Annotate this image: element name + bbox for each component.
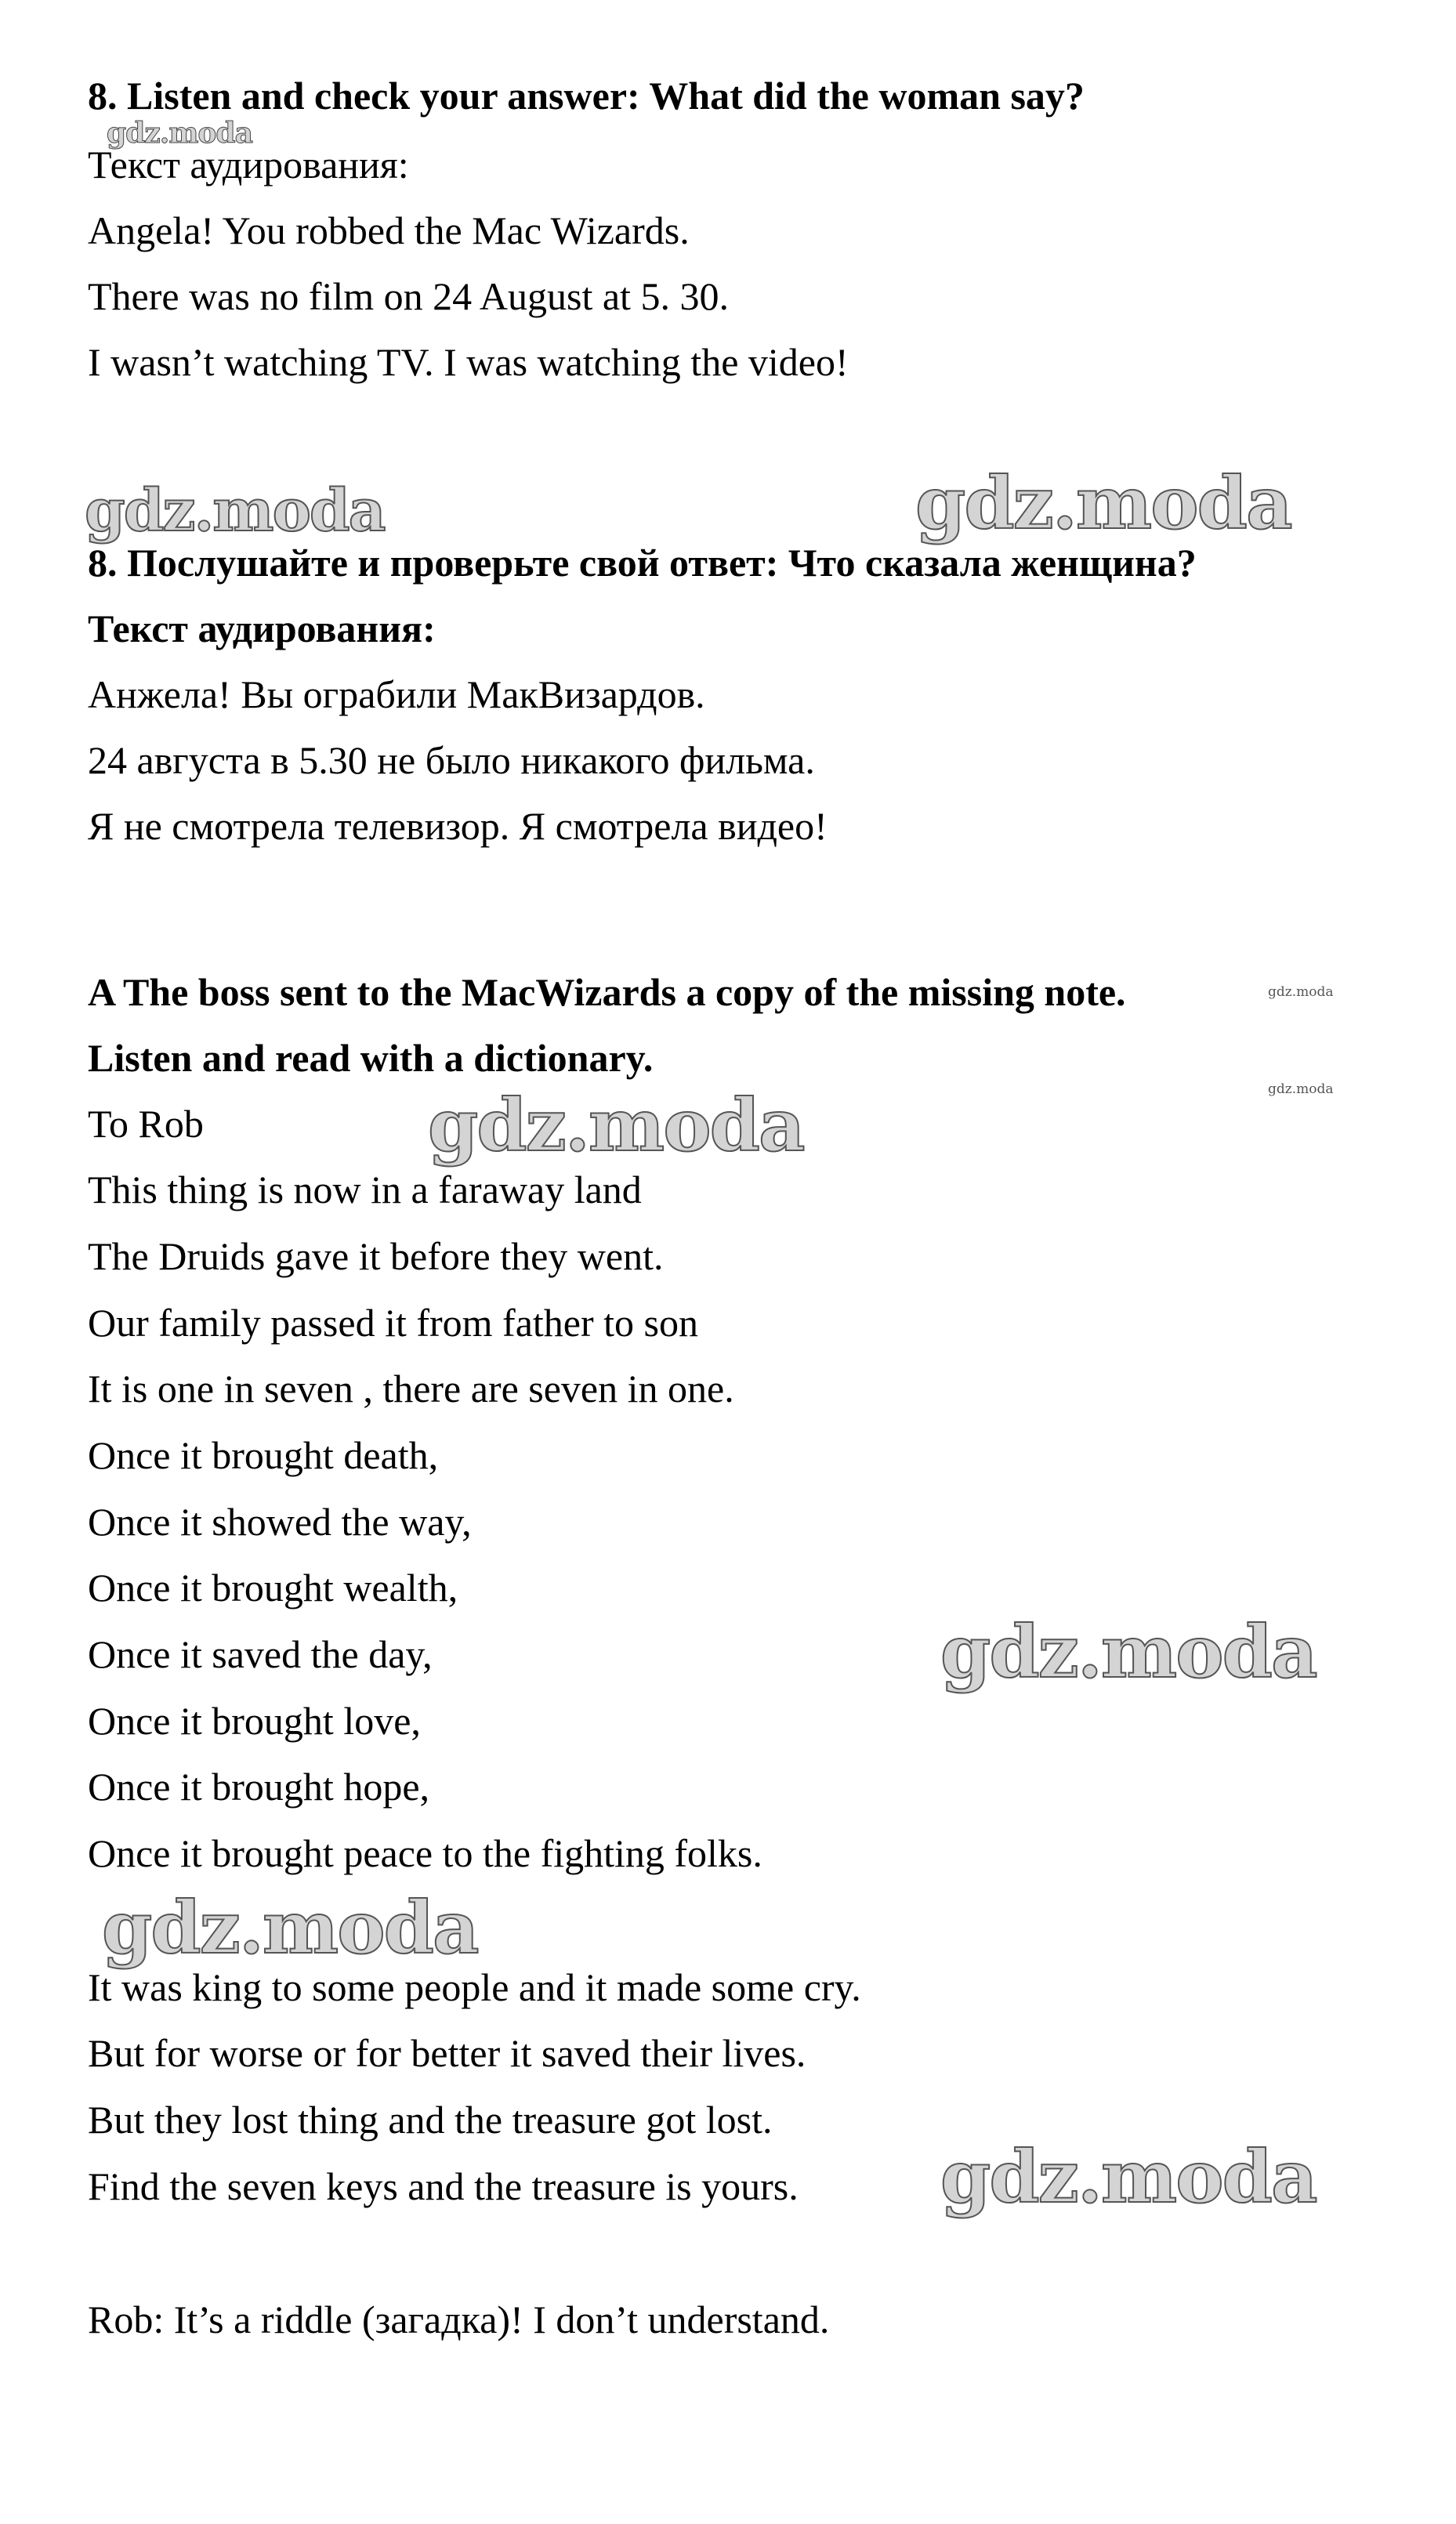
poem-line: This thing is now in a faraway land bbox=[88, 1168, 642, 1211]
watermark: gdz.moda bbox=[915, 461, 1291, 545]
task-heading-line-2: Listen and read with a dictionary. bbox=[88, 1036, 654, 1080]
watermark: gdz.moda bbox=[107, 117, 252, 150]
text-line: Angela! You robbed the Mac Wizards. bbox=[88, 208, 690, 252]
listening-text-label-ru: Текст аудирования: bbox=[88, 607, 436, 650]
watermark: gdz.moda bbox=[428, 1083, 804, 1168]
text-line: Я не смотрела телевизор. Я смотрела видео! bbox=[88, 804, 828, 848]
text-line: I wasn’t watching TV. I was watching the video! bbox=[88, 340, 849, 384]
listening-text-label-en: Текст аудирования: bbox=[88, 143, 409, 186]
poem-line: Once it brought love, bbox=[88, 1699, 421, 1743]
closing-line: Rob: It’s a riddle (загадка)! I don’t understand. bbox=[88, 2298, 830, 2341]
exercise-heading-en: 8. Listen and check your answer: What did the woman say? bbox=[88, 74, 1085, 118]
watermark: gdz.moda bbox=[940, 2135, 1317, 2219]
watermark: gdz.moda bbox=[102, 1885, 478, 1970]
text-line: There was no film on 24 August at 5. 30. bbox=[88, 274, 729, 318]
poem-line: But they lost thing and the treasure got lost. bbox=[88, 2098, 773, 2142]
watermark: gdz.moda bbox=[940, 1610, 1317, 1694]
watermark: gdz.moda bbox=[1268, 984, 1334, 1000]
poem-line: Once it brought hope, bbox=[88, 1765, 430, 1809]
exercise-heading-ru: 8. Послушайте и проверьте свой ответ: Что сказала женщина? bbox=[88, 541, 1197, 585]
watermark: gdz.moda bbox=[1268, 1081, 1334, 1097]
task-heading-line-1: A The boss sent to the MacWizards a copy of the missing note. bbox=[88, 970, 1126, 1014]
poem-line: Once it brought death, bbox=[88, 1433, 439, 1477]
poem-line: To Rob bbox=[88, 1102, 204, 1146]
watermark: gdz.moda bbox=[85, 477, 385, 545]
poem-line: Find the seven keys and the treasure is yours. bbox=[88, 2164, 799, 2208]
poem-line: Our family passed it from father to son bbox=[88, 1301, 698, 1345]
text-line: Анжела! Вы ограбили МакВизардов. bbox=[88, 672, 705, 716]
poem-line: Once it brought peace to the fighting folks. bbox=[88, 1831, 762, 1875]
poem-line: Once it brought wealth, bbox=[88, 1566, 458, 1610]
poem-line: Once it showed the way, bbox=[88, 1500, 472, 1544]
poem-line: The Druids gave it before they went. bbox=[88, 1234, 664, 1278]
text-line: 24 августа в 5.30 не было никакого фильма. bbox=[88, 738, 815, 782]
poem-line: But for worse or for better it saved their lives. bbox=[88, 2031, 806, 2075]
poem-line: Once it saved the day, bbox=[88, 1632, 433, 1676]
poem-line: It is one in seven , there are seven in one. bbox=[88, 1367, 734, 1410]
poem-line: It was king to some people and it made some cry. bbox=[88, 1965, 861, 2009]
